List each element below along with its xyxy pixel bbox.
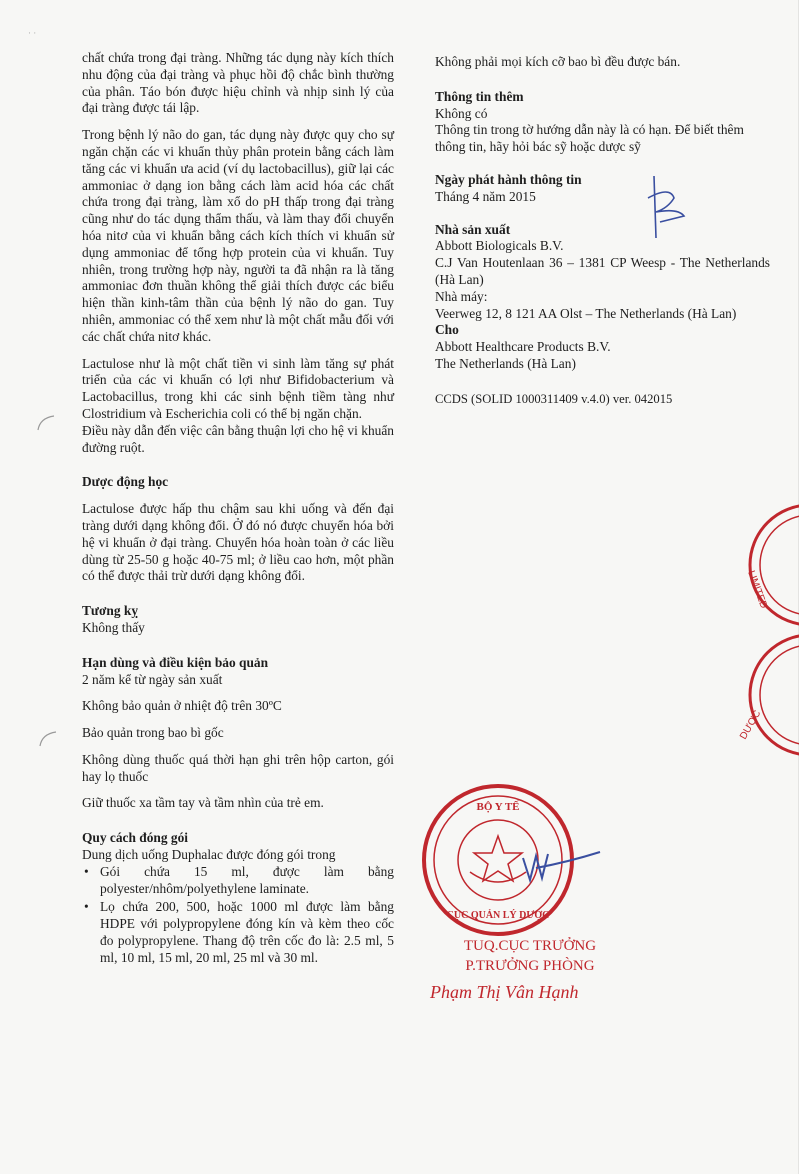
for-company: Abbott Healthcare Products B.V. <box>435 339 611 355</box>
storage-expiry-warning: Không dùng thuốc quá thời hạn ghi trên hộp carton, gói hay lọ thuốc <box>82 751 394 784</box>
partial-red-stamp-upper <box>700 500 799 630</box>
bullet: • <box>84 863 89 879</box>
manufacturer-address: C.J Van Houtenlaan 36 – 1381 CP Weesp - The Netherlands (Hà Lan) <box>435 255 770 287</box>
storage-shelf-life: 2 năm kể từ ngày sản xuất <box>82 671 223 687</box>
scan-specks: · · <box>28 28 37 38</box>
stamp-authority-line-2: P.TRƯỞNG PHÒNG <box>465 958 595 974</box>
prebiotic-text-a: Lactulose như là một chất tiền vi sinh làm tăng sự phát triển của các vi khuẩn có lợi như Bifidobacterium và Lactobacillus, trong khi các sinh bệnh tiềm tàng như Clostridium và Escherichia coli có thể bị ngăn chặn. <box>82 355 394 421</box>
for-country: The Netherlands (Hà Lan) <box>435 355 576 371</box>
incompatibility-text: Không thấy <box>82 619 145 635</box>
packaging-list <box>82 864 394 967</box>
pharmacokinetics-heading: Dược động học <box>82 474 169 490</box>
storage-temperature: Không bảo quản ở nhiệt độ trên 30ºC <box>82 698 282 714</box>
incompatibility-heading: Tương kỵ <box>82 603 139 619</box>
manufacturer-name: Abbott Biologicals B.V. <box>435 238 564 254</box>
seal-bottom-text: CỤC QUẢN LÝ DƯỢC <box>446 910 550 921</box>
stamp-authority-line-1: TUQ.CỤC TRƯỞNG <box>463 938 597 954</box>
pack-sizes-note: Không phải mọi kích cỡ bao bì đều được bán. <box>435 54 681 69</box>
prebiotic-text-b: Điều này dẫn đến việc cân bằng thuận lợi cho hệ vi khuẩn đường ruột. <box>82 422 394 455</box>
more-info-none: Không có <box>435 105 488 121</box>
for-heading: Cho <box>435 322 459 338</box>
mechanism-paragraph-2: Trong bệnh lý não do gan, tác dụng này được quy cho sự ngăn chặn các vi khuẩn thủy phân protein bằng cách làm tăng các vi khuẩn ưa acid (ví dụ lactobacillus), giữ lại các ammoniac ở dạng ion bằng cách làm acid hóa các chất chứa trong đại tràng, làm xổ do pH thấp trong đại tràng cũng như do tác dụng thẩm thấu, và làm thay đổi chuyển hóa nitơ của vi khuẩn bằng cách kích thích vi khuẩn sử dụng ammoniac để tổng hợp protein của vi khuẩn. Tuy nhiên, trong trường hợp này, người ta đã nhận ra là tăng ammoniac đơn thuần không thể giải thích được các biểu hiện thần kinh-tâm thần của bệnh lý não do gan. Tuy nhiên, ammoniac có thể xem như là một chất mẫu đối với các chất chứa nitơ khác. <box>82 127 394 344</box>
packaging-item-text: Lọ chứa 200, 500, hoặc 1000 ml được làm bằng HDPE với polypropylene đóng kín và kèm theo cốc đo polypropylene. Thang độ trên cốc đo là: 2.5 ml, 5 ml, 10 ml, 15 ml, 20 ml, 25 ml và 30 ml. <box>100 899 394 965</box>
partial-red-stamp-lower <box>705 630 799 760</box>
left-column <box>82 50 394 969</box>
packaging-heading: Quy cách đóng gói <box>82 830 189 846</box>
factory-address: Veerweg 12, 8 121 AA Olst – The Netherlands (Hà Lan) <box>435 305 737 321</box>
manufacturer-heading: Nhà sản xuất <box>435 221 511 237</box>
storage-heading: Hạn dùng và điều kiện bảo quản <box>82 654 269 670</box>
storage-original-pack: Bảo quản trong bao bì gốc <box>82 725 224 741</box>
pharmacokinetics-text: Lactulose được hấp thu chậm sau khi uống và đến đại tràng dưới dạng không đổi. Ở đó nó được chuyển hóa bởi hệ vi khuẩn ở đại tràng. Chuyển hóa hoàn toàn ở các liều dùng từ 25-50 g hoặc 40-75 ml; ở liều cao hơn, một phần có thể được thải trừ dưới dạng không đổi. <box>82 501 394 584</box>
storage-children-warning: Giữ thuốc xa tầm tay và tầm nhìn của trẻ em. <box>82 795 324 811</box>
factory-label: Nhà máy: <box>435 288 488 304</box>
stamp-edge-text-1: LIMITED <box>745 569 770 611</box>
stamp-edge-text-2: DƯỢC <box>738 708 764 742</box>
packaging-item <box>82 899 394 966</box>
more-info-heading: Thông tin thêm <box>435 88 524 104</box>
handwritten-initials <box>640 172 700 244</box>
packaging-intro: Dung dịch uống Duphalac được đóng gói trong <box>82 847 336 863</box>
right-column <box>435 54 770 408</box>
mechanism-paragraph-1: chất chứa trong đại tràng. Những tác dụng này kích thích nhu động của đại tràng và phục hồi độ chắc bình thường của phân. Táo bón được hiệu chỉnh và nhịp sinh lý của đại tràng được tái lập. <box>82 50 394 116</box>
bullet: • <box>84 899 89 915</box>
signatory-name: Phạm Thị Vân Hạnh <box>430 982 579 1002</box>
packaging-item-text: Gói chứa 15 ml, được làm bằng polyester/nhôm/polyethylene laminate. <box>100 863 394 896</box>
issue-date-heading: Ngày phát hành thông tin <box>435 171 582 187</box>
punch-hole-mark-bottom <box>36 728 62 750</box>
more-info-text: Thông tin trong tờ hướng dẫn này là có hạn. Để biết thêm thông tin, hãy hỏi bác sỹ hoặc dược sỹ <box>435 122 744 155</box>
ccds-reference: CCDS (SOLID 1000311409 v.4.0) ver. 042015 <box>435 391 673 406</box>
packaging-item <box>82 864 394 898</box>
prebiotic-paragraph <box>82 356 394 457</box>
punch-hole-mark-top <box>34 412 60 434</box>
official-red-seal <box>418 780 618 940</box>
issue-date-text: Tháng 4 năm 2015 <box>435 188 536 204</box>
seal-top-text: BỘ Y TẾ <box>476 801 520 813</box>
